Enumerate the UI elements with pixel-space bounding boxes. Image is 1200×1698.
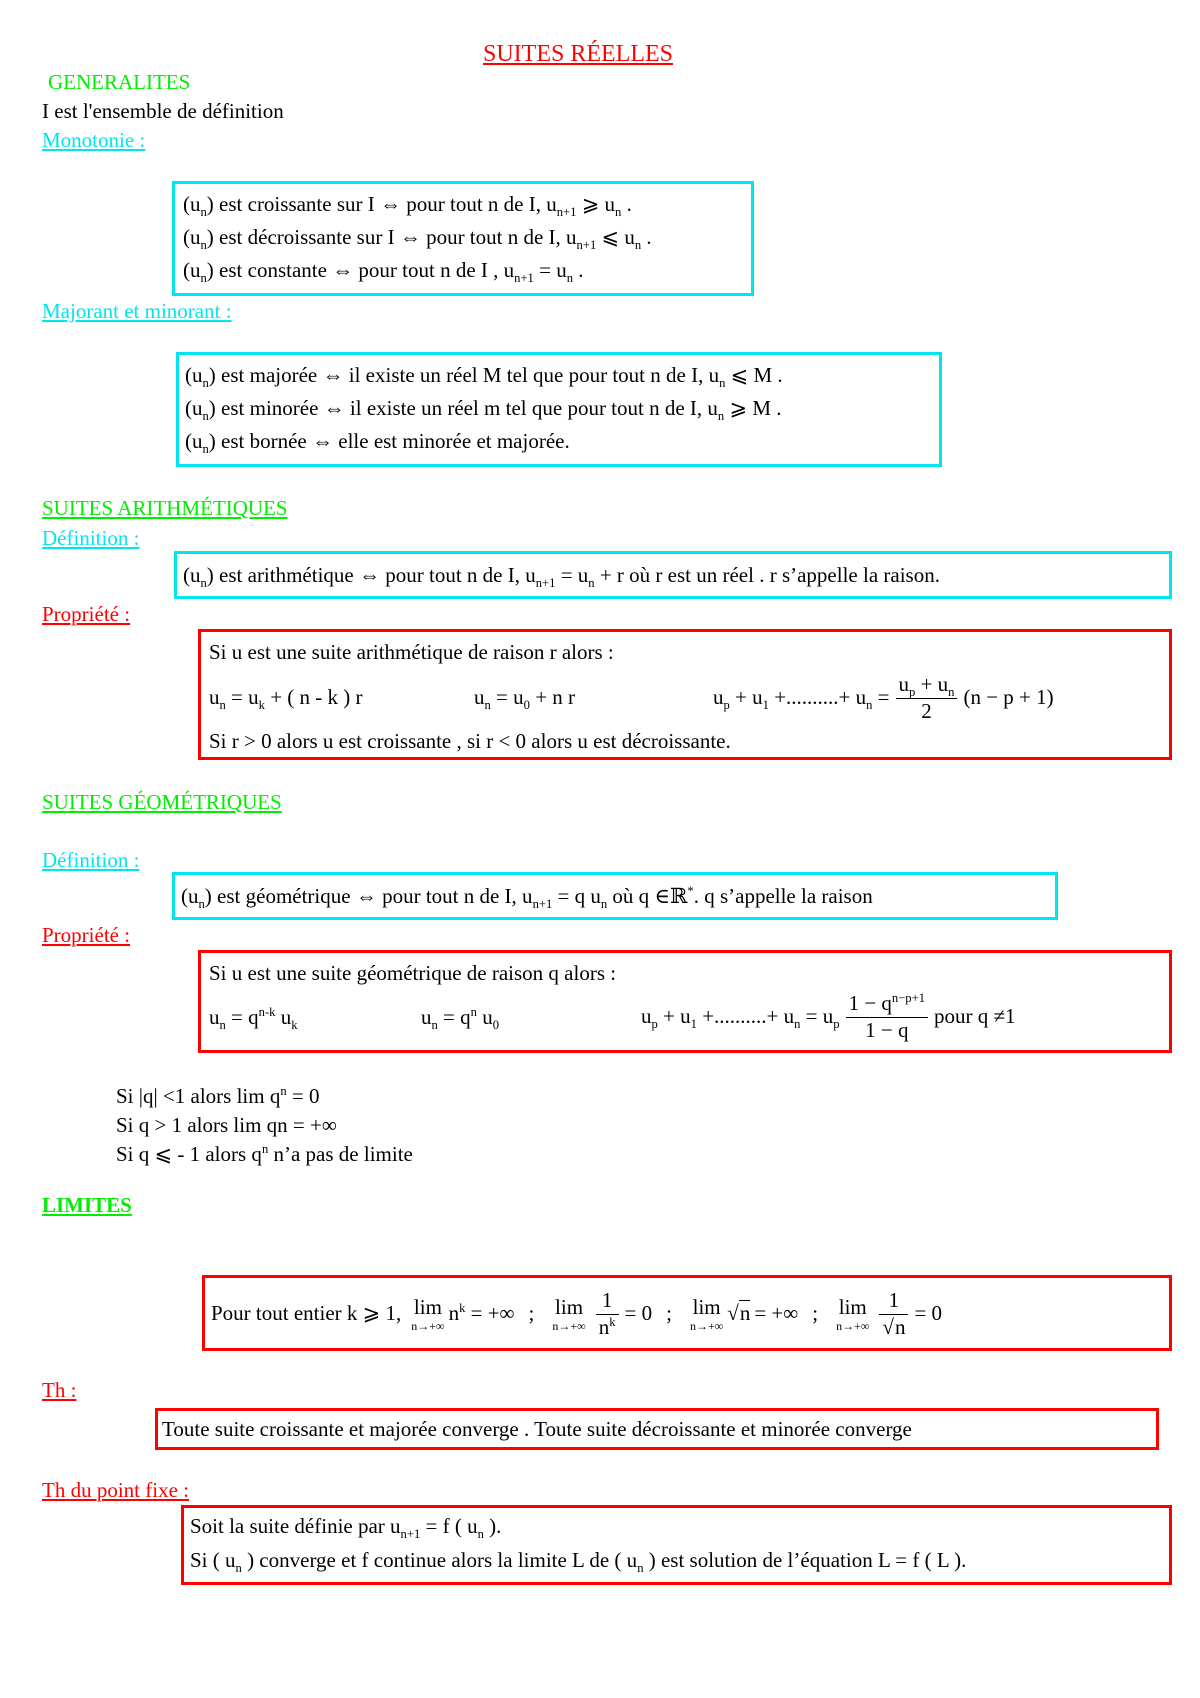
arith-sum-fraction [896, 672, 958, 723]
section-geometriques: SUITES GÉOMÉTRIQUES [42, 790, 282, 814]
lim-4-numerator: 1 [879, 1288, 908, 1314]
mono-line-1: $(u_n)$ est croissante sur I ⇔ pour tout n de I, $u_{n+1}$ ⩾ $u_n$ . [183, 192, 632, 220]
geom-sum-left: $u_p + u_1$ +..........+ $u_n = u_p$ [641, 1004, 840, 1032]
arith-def-line: $(u_n)$ est arithmétique ⇔ pour tout n de I, $u_{n+1} = u_n + r$ où r est un réel . r s’appelle la raison. [183, 563, 940, 591]
box-arith-propriete [198, 629, 1172, 760]
arith-prop-last: Si r > 0 alors u est croissante , si r < 0 alors u est décroissante. [209, 729, 731, 753]
heading-th: Th : [42, 1378, 77, 1402]
geom-def-line: $(u_n)$ est géométrique ⇔ pour tout n de I, $u_{n+1} = q$ $u_n$ où q ∈ℝ*. q s’appelle la raison [181, 884, 873, 912]
arith-sum-denominator: 2 [921, 698, 932, 723]
section-limites: LIMITES [42, 1193, 132, 1217]
arith-sum-left: $u_p + u_1$ +..........+ $u_n$ = [713, 685, 890, 713]
lim-2-eq: = 0 [624, 1301, 653, 1326]
section-generalites: GENERALITES [48, 70, 191, 94]
intro-text: I est l'ensemble de définition [42, 99, 284, 123]
lim-2-fraction [596, 1288, 619, 1339]
geom-sum-fraction [846, 991, 928, 1042]
geom-sum-tail: pour q ≠1 [934, 1004, 1016, 1029]
sep-2: ; [666, 1301, 672, 1326]
box-arith-definition [174, 551, 1172, 599]
mono-line-2: $(u_n)$ est décroissante sur I ⇔ pour tout n de I, $u_{n+1}$ ⩽ $u_n$ . [183, 225, 652, 253]
section-arithmetiques: SUITES ARITHMÉTIQUES [42, 496, 288, 520]
arith-sum-tail: (n − p + 1) [963, 685, 1054, 710]
heading-geom-propriete: Propriété : [42, 923, 131, 947]
sep-3: ; [812, 1301, 819, 1326]
geom-formula-2: $u_n = q^n$ $u_0$ [421, 1005, 499, 1033]
box-monotonie [172, 181, 754, 296]
lim-1-expr: $n^k$ = +∞ [448, 1301, 515, 1326]
sep-1: ; [528, 1301, 535, 1326]
arith-formula-2: $u_n = u_0 + n$ r [474, 685, 576, 713]
geom-formula-1: $u_n = q^{n-k}$ $u_k$ [209, 1005, 298, 1033]
lim-2-sub: n→+∞ [552, 1318, 586, 1333]
box-geom-propriete [198, 950, 1172, 1053]
geom-formula-3 [641, 989, 1016, 1045]
limites-line [211, 1282, 942, 1346]
heading-arith-definition: Définition : [42, 526, 140, 550]
heading-arith-propriete: Propriété : [42, 602, 131, 626]
lim-4-fraction [879, 1288, 908, 1339]
lim-1-word: lim [413, 1294, 442, 1319]
th-line: Toute suite croissante et majorée converge . Toute suite décroissante et minorée converge [162, 1417, 912, 1441]
maj-line-3: $(u_n)$ est bornée ⇔ elle est minorée et majorée. [185, 429, 570, 457]
geom-prop-intro: Si u est une suite géométrique de raison q alors : [209, 961, 617, 985]
geom-note-2: Si q > 1 alors lim qn = +∞ [116, 1113, 337, 1137]
box-th [155, 1408, 1159, 1450]
geom-sum-numerator: $1 - q^{n-p+1}$ [846, 991, 928, 1017]
lim-4-eq: = 0 [914, 1301, 943, 1326]
lim-4-word: lim [838, 1294, 867, 1319]
arith-formula-3 [713, 670, 1054, 726]
box-th-point-fixe [181, 1505, 1172, 1585]
lim-4-denominator: √n [882, 1314, 906, 1339]
arith-formula-1: $u_n = u_k$ + ( n - k ) r [209, 685, 363, 713]
mono-line-3: $(u_n)$ est constante ⇔ pour tout n de I , $u_{n+1} = u_n$ . [183, 258, 584, 286]
maj-line-1: $(u_n)$ est majorée ⇔ il existe un réel M tel que pour tout n de I, $u_n$ ⩽ M . [185, 363, 783, 391]
arith-sum-numerator: $u_p + u_n$ [896, 672, 958, 698]
lim-3-radicand: n [739, 1301, 751, 1326]
lim-1 [411, 1294, 445, 1333]
lim-3-word: lim [692, 1294, 721, 1319]
heading-monotonie: Monotonie : [42, 128, 146, 152]
heading-majorant: Majorant et minorant : [42, 299, 232, 323]
geom-note-3: Si q ⩽ - 1 alors $q^n$ n’a pas de limite [116, 1142, 413, 1166]
box-geom-definition [172, 872, 1058, 920]
lim-3-eq: = +∞ [754, 1301, 799, 1326]
thfixe-line-1: Soit la suite définie par $u_{n+1} = f$ ( $u_n$ ). [190, 1514, 502, 1542]
maj-line-2: $(u_n)$ est minorée ⇔ il existe un réel m tel que pour tout n de I, $u_n$ ⩾ M . [185, 396, 782, 424]
lim-2 [552, 1294, 586, 1333]
arith-prop-intro: Si u est une suite arithmétique de raison r alors : [209, 640, 614, 664]
lim-4-radicand: n [894, 1314, 906, 1339]
box-limites [202, 1275, 1172, 1351]
lim-4-sub: n→+∞ [836, 1318, 870, 1333]
lim-3-expr: √n [727, 1301, 751, 1326]
geom-sum-denominator: 1 − q [865, 1017, 909, 1042]
lim-3-sub: n→+∞ [689, 1318, 724, 1333]
thfixe-line-2: Si ( $u_n$ ) converge et f continue alors la limite L de ( $u_n$ ) est solution de l’équation L = f ( L ). [190, 1548, 967, 1576]
lim-1-sub: n→+∞ [411, 1318, 445, 1333]
limites-intro: Pour tout entier k ⩾ 1, [211, 1301, 402, 1326]
lim-2-denominator: $n^k$ [598, 1314, 616, 1339]
lim-2-word: lim [555, 1294, 584, 1319]
box-majorant [176, 352, 942, 467]
page-title: SUITES RÉELLES [483, 41, 673, 67]
geom-note-1: Si |q| <1 alors $\lim q^n = 0$ [116, 1084, 320, 1108]
heading-geom-definition: Définition : [42, 848, 140, 872]
lim-4 [836, 1294, 870, 1333]
lim-3 [689, 1294, 724, 1333]
heading-th-point-fixe: Th du point fixe : [42, 1478, 189, 1502]
lim-2-numerator: 1 [596, 1288, 619, 1314]
